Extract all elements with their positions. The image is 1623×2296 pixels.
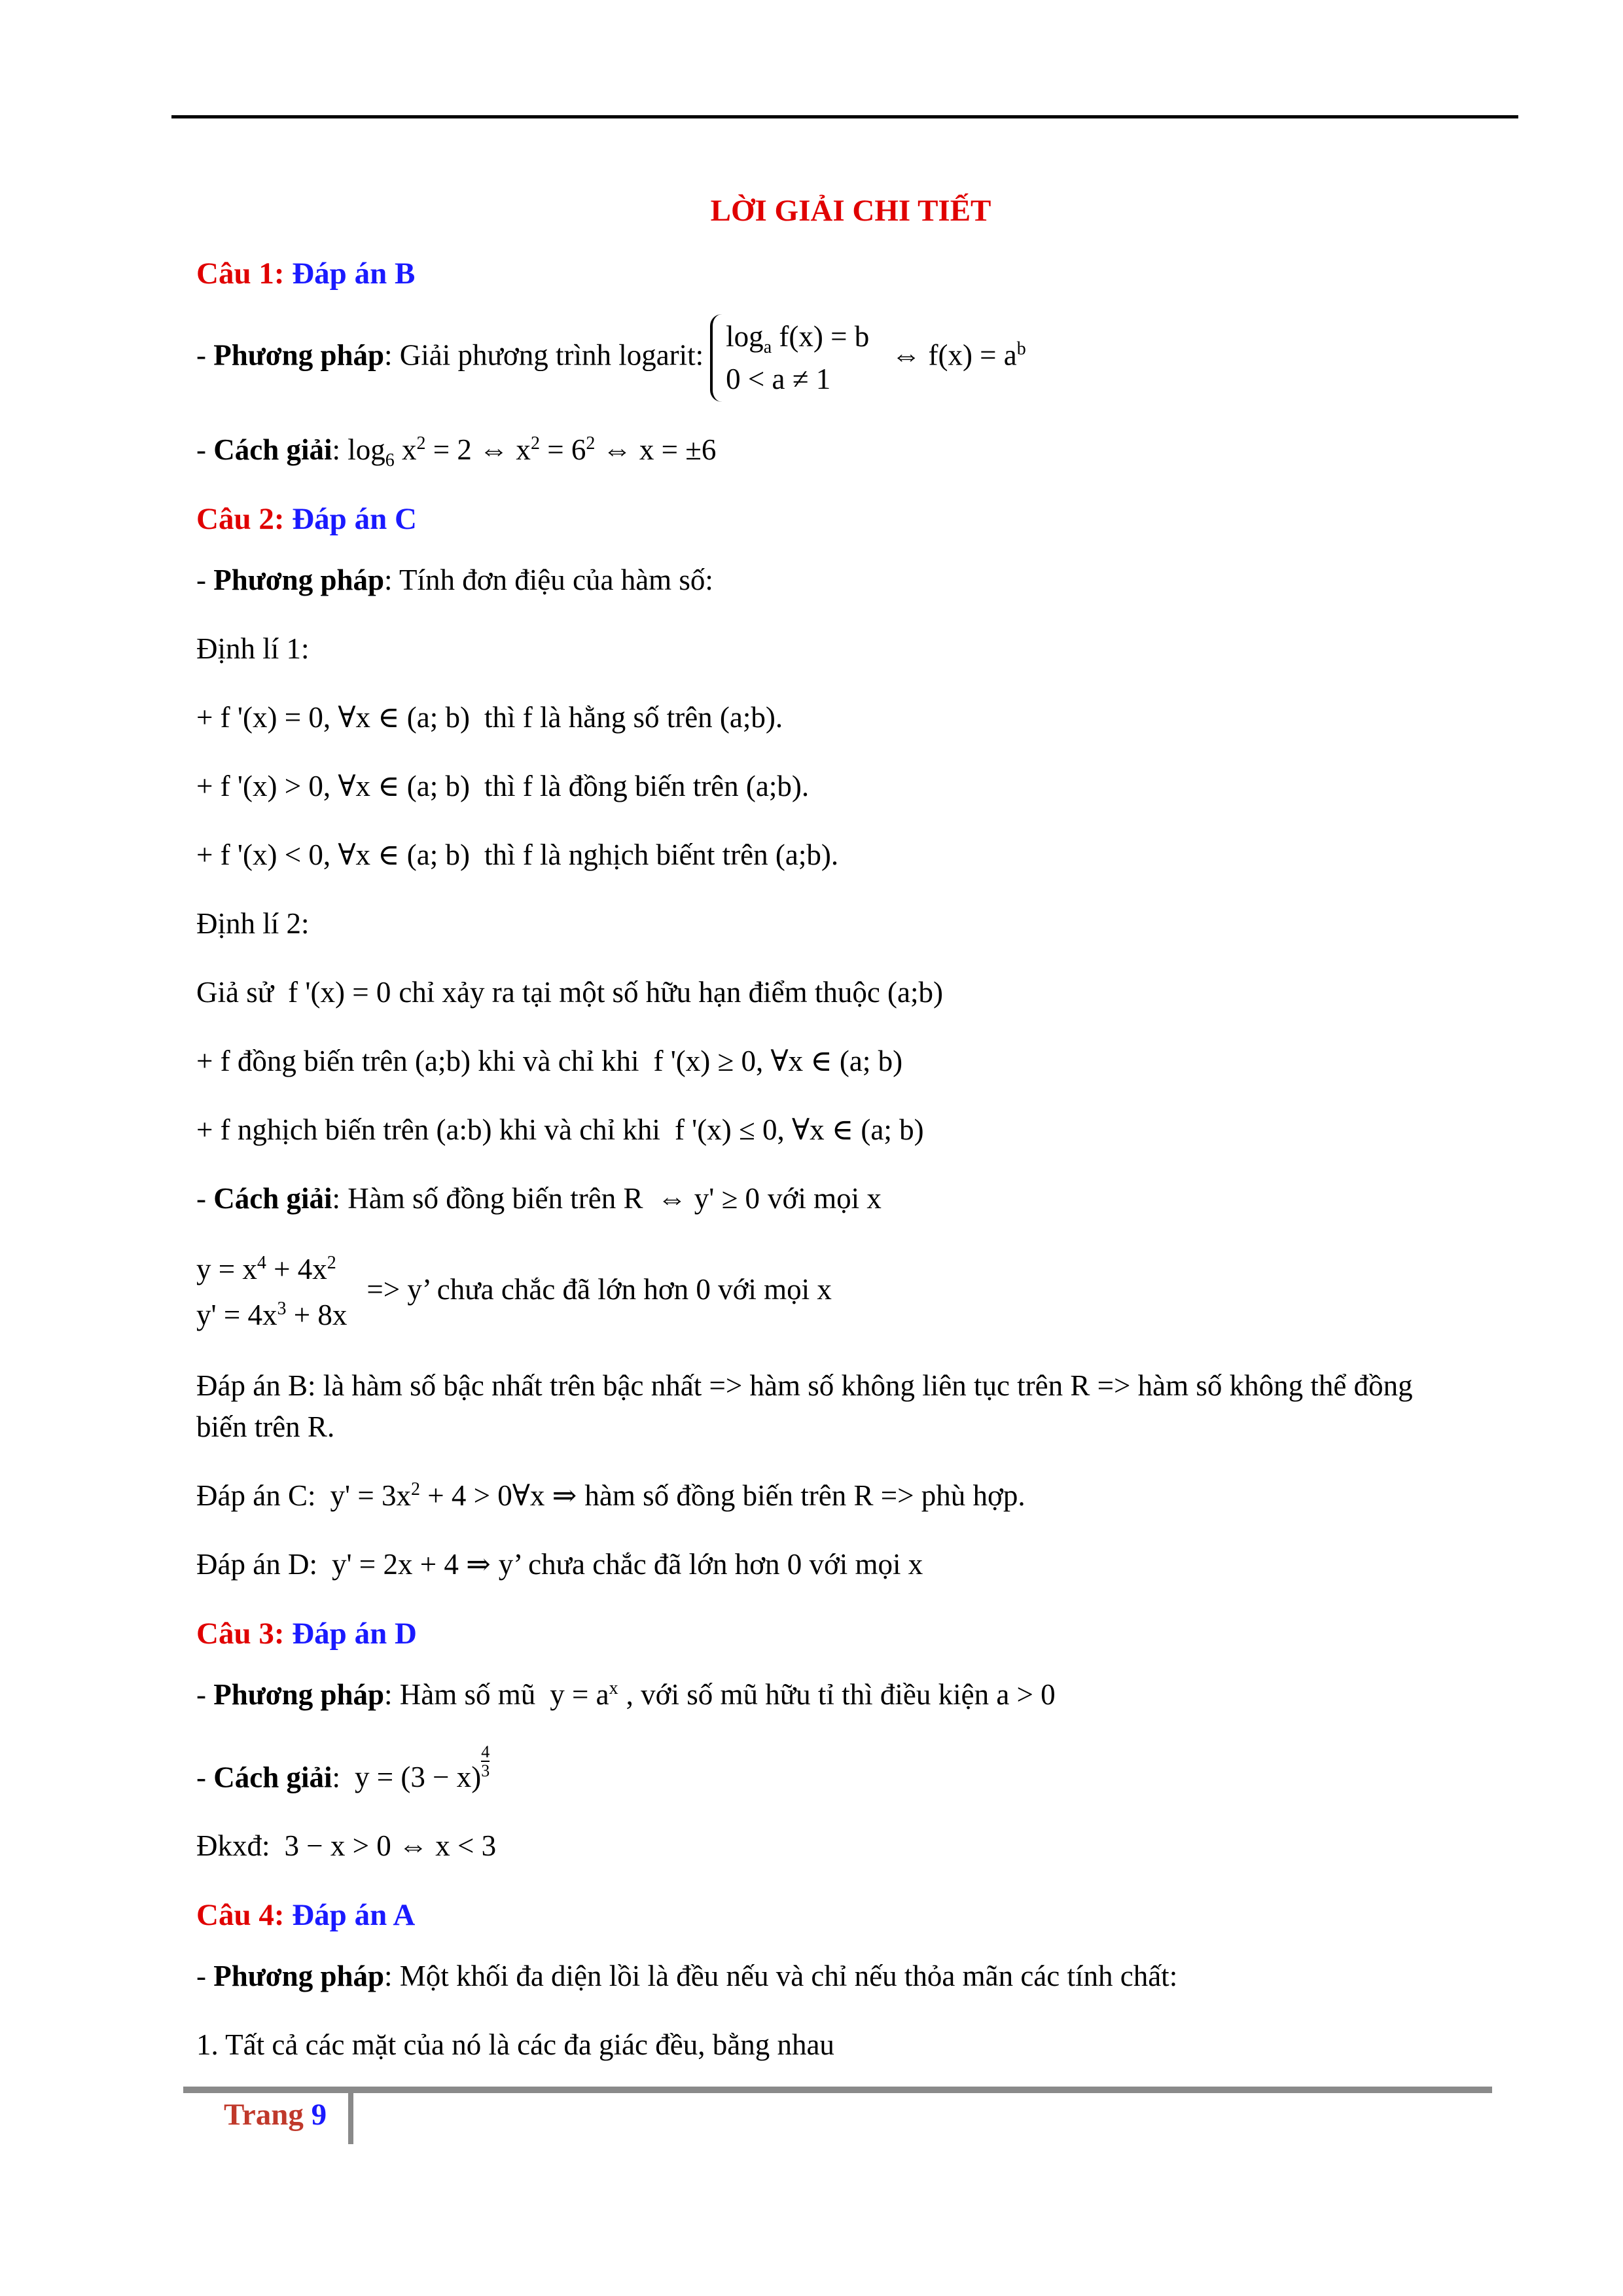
footer-rule <box>183 2087 1492 2093</box>
header-rule <box>171 115 1518 118</box>
q3-domain: Đkxđ: 3 − x > 0 ⇔ x < 3 <box>196 1829 497 1863</box>
question-1-heading: Câu 1: Đáp án B <box>196 256 416 291</box>
q3-method: - Phương pháp: Hàm số mũ $y = a^x$ , với số mũ hữu tỉ thì điều kiện a > 0 <box>196 1678 1056 1712</box>
q2-theorem-2-a: Giả sử f '(x) = 0 chỉ xảy ra tại một số hữu hạn điểm thuộc (a;b) <box>196 975 943 1009</box>
q2-rule-1: + f '(x) = 0, ∀x ∈ (a; b) thì f là hằng số trên (a;b). <box>196 700 783 734</box>
footer-divider <box>348 2093 353 2144</box>
q1-method: - Phương pháp: Giải phương trình $logarit:\log_a$ f(x) = b 0 < a ≠ 1⇔ $f(x) = a^b$ <box>196 314 1440 403</box>
q2-option-b: Đáp án B: là hàm số bậc nhất trên bậc nhất => hàm số không liên tục trên R => hàm số không thể đồng biến trên R. <box>196 1369 1413 1444</box>
q2-theorem-2: Định lí 2: <box>196 906 310 940</box>
q2-equation-stack: $y = x^4 + 4x^2$ $y' = 4x^3 + 8x$ <box>196 1252 348 1331</box>
q2-derivative: $y = x^4 + 4x^2$ $y' = 4x^3 + 8x=> y$’ chưa chắc đã lớn hơn 0 với mọi x <box>196 1247 1440 1338</box>
question-2-heading: Câu 2: Đáp án C <box>196 502 417 537</box>
page-title: LỜI GIẢI CHI TIẾT <box>710 194 991 228</box>
q1-system: $\log_a f(x) = b$ 0 < a ≠ 1 <box>710 314 869 403</box>
q2-method: - Phương pháp: Tính đơn điệu của hàm số: <box>196 563 713 596</box>
q3-solution: - Cách giải: y = (3 − x) $\frac{4}{3}$ <box>196 1742 490 1794</box>
question-4-heading: Câu 4: Đáp án A <box>196 1898 416 1933</box>
q4-item-1: 1. Tất cả các mặt của nó là các đa giác đều, bằng nhau <box>196 2028 834 2062</box>
q2-option-c: Đáp án C: $y' = 3x^2 + 4$ > 0∀x ⇒ hàm số đồng biến trên R => phù hợp. <box>196 1479 1026 1513</box>
q3-exponent-fraction: $\frac{4}{3}$ <box>481 1742 490 1781</box>
q4-method: - Phương pháp: Một khối đa diện lồi là đều nếu và chỉ nếu thỏa mãn các tính chất: <box>196 1960 1178 1993</box>
question-3-heading: Câu 3: Đáp án D <box>196 1617 417 1651</box>
q2-rule-2: + f '(x) > 0, ∀x ∈ (a; b) thì f là đồng biến trên (a;b). <box>196 769 810 802</box>
q2-theorem-2-b: + f đồng biến trên (a;b) khi và chỉ khi f '(x) ≥ 0, ∀x ∈ (a; b) <box>196 1044 903 1077</box>
q2-theorem-1: Định lí 1: <box>196 632 310 665</box>
q2-option-d: Đáp án D: y' = 2x + 4 ⇒ y’ chưa chắc đã lớn hơn 0 với mọi x <box>196 1548 923 1581</box>
q2-solution: - Cách giải: Hàm số đồng biến trên R ⇔ y' ≥ 0 với mọi x <box>196 1181 882 1215</box>
q2-theorem-2-c: + f nghịch biến trên (a:b) khi và chỉ khi f '(x) ≤ 0, ∀x ∈ (a; b) <box>196 1113 924 1146</box>
document-body <box>196 190 1440 2093</box>
q2-rule-3: + f '(x) < 0, ∀x ∈ (a; b) thì f là nghịch biếnt trên (a;b). <box>196 838 839 871</box>
page-number: Trang 9 <box>224 2098 327 2132</box>
q1-solution: - Cách giải: $\log_6 x^2 = 2$ ⇔ $x^2 = 6^2$ ⇔ x = ±6 <box>196 433 717 471</box>
